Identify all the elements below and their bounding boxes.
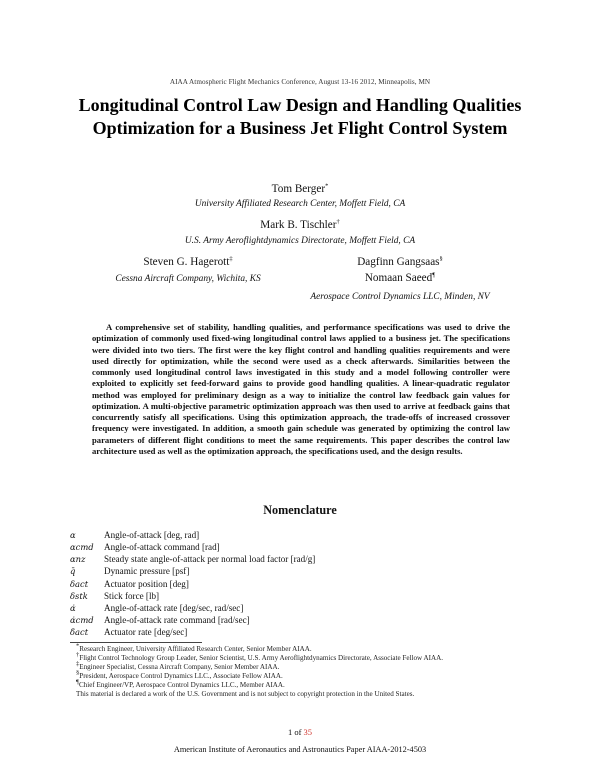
footnote: This material is declared a work of the U.S. Government and is not subject to copyright protection in the United States. (76, 690, 415, 699)
author-name: Nomaan Saeed¶ (364, 271, 436, 284)
section-heading: Nomenclature (263, 503, 337, 517)
nomenclature-definition: Angle-of-attack command [rad] (104, 542, 220, 553)
footnote: ‡Engineer Specialist, Cessna Aircraft Company, Senior Member AIAA. (76, 660, 280, 672)
nomenclature-item (70, 553, 530, 565)
author-affiliation: Aerospace Control Dynamics LLC, Minden, NV (310, 292, 490, 302)
nomenclature-item (70, 626, 530, 638)
author-name: Dagfinn Gangsaas§ (357, 255, 443, 268)
nomenclature-symbol: δ̇act (70, 627, 89, 638)
footnote: §President, Aerospace Control Dynamics LLC., Associate Fellow AIAA. (76, 669, 283, 681)
author-name: Steven G. Hagerott‡ (143, 255, 233, 268)
nomenclature-item (70, 602, 530, 614)
paper-title: Longitudinal Control Law Design and Handling Qualities Optimization for a Business Jet Flight Control System (78, 95, 522, 138)
conference-header: AIAA Atmospheric Flight Mechanics Conference, August 13-16 2012, Minneapolis, MN (169, 78, 431, 86)
nomenclature-symbol: α (70, 530, 76, 541)
footnote-rule (70, 642, 202, 643)
nomenclature-definition: Angle-of-attack rate command [rad/sec] (104, 615, 250, 626)
nomenclature-item (70, 578, 530, 590)
author-affiliation: U.S. Army Aeroflightdynamics Directorate, Moffett Field, CA (184, 236, 416, 246)
footnotes (70, 642, 530, 700)
nomenclature-definition: Dynamic pressure [psf] (104, 566, 190, 577)
nomenclature-list (70, 529, 530, 638)
nomenclature-symbol: α̇ (70, 602, 76, 613)
nomenclature-definition: Stick force [lb] (104, 590, 160, 601)
page-footer: American Institute of Aeronautics and Astronautics Paper AIAA-2012-4503 (173, 745, 427, 754)
footnote: †Flight Control Technology Group Leader, Senior Scientist, U.S. Army Aeroflightdynamics Directorate, Associate Fellow AIAA. (76, 651, 444, 663)
total-pages-link[interactable]: 35 (303, 727, 313, 737)
nomenclature-symbol: q̄ (70, 566, 76, 577)
nomenclature-definition: Actuator position [deg] (104, 578, 189, 589)
nomenclature-definition: Steady state angle-of-attack per normal load factor [rad/g] (104, 554, 316, 565)
nomenclature-item (70, 529, 530, 541)
author-name: Tom Berger* (271, 182, 329, 195)
footnote: ¶Chief Engineer/VP, Aerospace Control Dynamics LLC., Member AIAA. (76, 679, 285, 690)
nomenclature-item (70, 614, 530, 626)
nomenclature-item (70, 541, 530, 553)
nomenclature-item (70, 565, 530, 577)
nomenclature-definition: Actuator rate [deg/sec] (104, 627, 188, 638)
nomenclature-symbol: δact (70, 578, 89, 589)
nomenclature-symbol: αcmd (70, 542, 94, 553)
nomenclature-definition: Angle-of-attack rate [deg/sec, rad/sec] (104, 602, 244, 613)
footnote: *Research Engineer, University Affiliated Research Center, Senior Member AIAA. (76, 642, 312, 653)
nomenclature-item (70, 590, 530, 602)
page-number: 1 of 35 (287, 727, 313, 737)
abstract: A comprehensive set of stability, handling qualities, and performance specifications was used to drive the optimization of commonly used fixed-wing longitudinal control laws applied to a business jet. The specifications were divided into two tiers. The first were the key flight control and handling qualities requirements and were used directly for optimization, while the second were used as a check afterwards. Similarities between the commonly used longitudinal control laws investigated in this study and a model following controller were exploited to explicitly set feed-forward gains to provide good handling qualities. A linear-quadratic regulator method was employed for preliminary design as a way to initialize the control law feedback gain values for optimization. A multi-objective parametric optimization approach was then used to arrive at feedback gains that concurrently satisfy all specifications. Using this optimization approach, the trade-offs of increased crossover frequency were investigated. In addition, a smooth gain schedule was generated by optimizing the control law parameters of different flight conditions to meet the same requirements. This paper describes the control law architecture used as well as the optimization approach, the specifications used, and the design results. (92, 322, 510, 456)
nomenclature-symbol: δstk (70, 590, 88, 601)
nomenclature-definition: Angle-of-attack [deg, rad] (104, 530, 200, 541)
nomenclature-symbol: αnz (70, 554, 86, 565)
nomenclature-symbol: α̇cmd (70, 615, 94, 626)
author-affiliation: Cessna Aircraft Company, Wichita, KS (115, 274, 261, 284)
author-name: Mark B. Tischler† (260, 218, 340, 231)
author-affiliation: University Affiliated Research Center, Moffett Field, CA (194, 199, 406, 209)
